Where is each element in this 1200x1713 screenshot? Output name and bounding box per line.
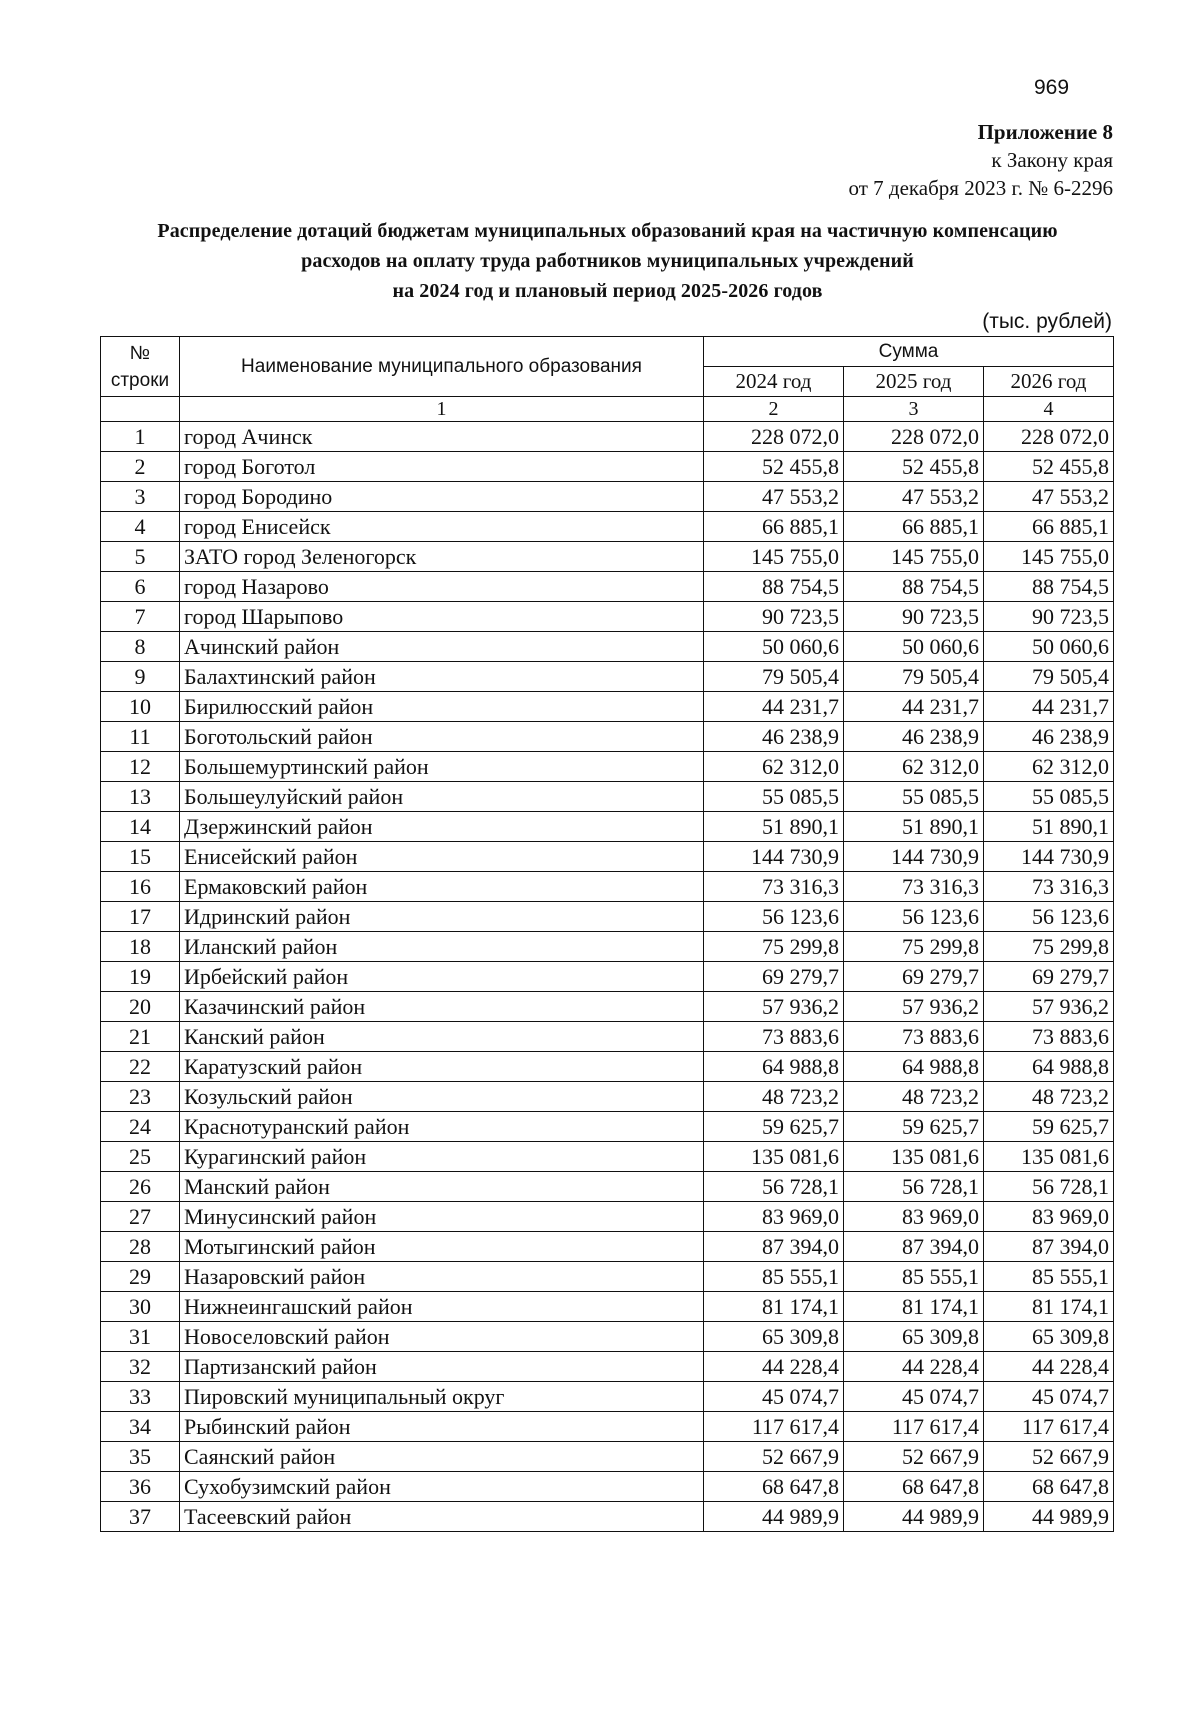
amount-2024-cell: 62 312,0 [704,752,844,782]
amount-2026-cell: 69 279,7 [984,962,1114,992]
amount-2025-cell: 47 553,2 [844,482,984,512]
amount-2025-cell: 56 123,6 [844,902,984,932]
amount-2025-cell: 69 279,7 [844,962,984,992]
amount-2025-cell: 117 617,4 [844,1412,984,1442]
municipality-name-cell: Краснотуранский район [180,1112,704,1142]
table-row [101,1292,1114,1322]
amount-2025-cell: 135 081,6 [844,1142,984,1172]
amount-2026-cell: 52 667,9 [984,1442,1114,1472]
amount-2024-cell: 48 723,2 [704,1082,844,1112]
table-row [101,782,1114,812]
amount-2025-cell: 228 072,0 [844,422,984,452]
amount-2024-cell: 79 505,4 [704,662,844,692]
municipality-name-cell: Саянский район [180,1442,704,1472]
table-row [101,902,1114,932]
table-row [101,1382,1114,1412]
row-number-cell: 24 [101,1112,180,1142]
column-number-2: 2 [704,397,844,422]
amount-2024-cell: 87 394,0 [704,1232,844,1262]
column-number-1: 1 [180,397,704,422]
municipality-name-cell: Бирилюсский район [180,692,704,722]
amount-2025-cell: 144 730,9 [844,842,984,872]
municipality-name-cell: Ачинский район [180,632,704,662]
amount-2024-cell: 73 883,6 [704,1022,844,1052]
amount-2025-cell: 64 988,8 [844,1052,984,1082]
amount-2024-cell: 85 555,1 [704,1262,844,1292]
table-row [101,1142,1114,1172]
amount-2025-cell: 50 060,6 [844,632,984,662]
amount-2024-cell: 55 085,5 [704,782,844,812]
amount-2024-cell: 83 969,0 [704,1202,844,1232]
table-row [101,1022,1114,1052]
table-row [101,1082,1114,1112]
table-row [101,692,1114,722]
municipality-name-cell: город Ачинск [180,422,704,452]
amount-2025-cell: 145 755,0 [844,542,984,572]
row-number-cell: 27 [101,1202,180,1232]
header-year-2024: 2024 год [704,367,844,397]
column-number-0 [101,397,180,422]
amount-2024-cell: 44 231,7 [704,692,844,722]
amount-2025-cell: 52 667,9 [844,1442,984,1472]
amount-2025-cell: 44 989,9 [844,1502,984,1532]
amount-2024-cell: 51 890,1 [704,812,844,842]
appendix-header [849,118,1113,202]
amount-2025-cell: 68 647,8 [844,1472,984,1502]
row-number-cell: 29 [101,1262,180,1292]
amount-2025-cell: 44 228,4 [844,1352,984,1382]
title-line-2: расходов на оплату труда работников муниципальных учреждений [301,250,914,272]
municipality-name-cell: Большемуртинский район [180,752,704,782]
municipality-name-cell: Казачинский район [180,992,704,1022]
table-row [101,1322,1114,1352]
row-number-cell: 30 [101,1292,180,1322]
document-title [100,216,1115,306]
amount-2024-cell: 57 936,2 [704,992,844,1022]
municipality-name-cell: Пировский муниципальный округ [180,1382,704,1412]
column-number-3: 3 [844,397,984,422]
row-number-cell: 3 [101,482,180,512]
amount-2024-cell: 144 730,9 [704,842,844,872]
amount-2026-cell: 145 755,0 [984,542,1114,572]
municipality-name-cell: город Бородино [180,482,704,512]
header-municipality-name: Наименование муниципального образования [180,337,704,397]
column-number-4: 4 [984,397,1114,422]
amount-2025-cell: 59 625,7 [844,1112,984,1142]
amount-2026-cell: 65 309,8 [984,1322,1114,1352]
amount-2026-cell: 47 553,2 [984,482,1114,512]
amount-2024-cell: 69 279,7 [704,962,844,992]
municipality-name-cell: Каратузский район [180,1052,704,1082]
row-number-cell: 21 [101,1022,180,1052]
amount-2025-cell: 73 316,3 [844,872,984,902]
row-number-cell: 31 [101,1322,180,1352]
amount-2024-cell: 68 647,8 [704,1472,844,1502]
amount-2025-cell: 79 505,4 [844,662,984,692]
municipality-name-cell: Балахтинский район [180,662,704,692]
header-row-number [101,337,180,397]
row-number-cell: 9 [101,662,180,692]
municipality-name-cell: Тасеевский район [180,1502,704,1532]
header-no-label: строки [110,369,170,391]
table-row [101,932,1114,962]
amount-2025-cell: 87 394,0 [844,1232,984,1262]
table-row [101,632,1114,662]
amount-2026-cell: 64 988,8 [984,1052,1114,1082]
table-row [101,842,1114,872]
municipality-name-cell: Ермаковский район [180,872,704,902]
municipality-name-cell: Партизанский район [180,1352,704,1382]
amount-2025-cell: 51 890,1 [844,812,984,842]
municipality-name-cell: Иланский район [180,932,704,962]
row-number-cell: 25 [101,1142,180,1172]
amount-2026-cell: 88 754,5 [984,572,1114,602]
row-number-cell: 32 [101,1352,180,1382]
row-number-cell: 34 [101,1412,180,1442]
row-number-cell: 28 [101,1232,180,1262]
amount-2026-cell: 45 074,7 [984,1382,1114,1412]
amount-2026-cell: 117 617,4 [984,1412,1114,1442]
amount-2024-cell: 44 228,4 [704,1352,844,1382]
amount-2024-cell: 66 885,1 [704,512,844,542]
municipality-name-cell: Минусинский район [180,1202,704,1232]
municipality-name-cell: Енисейский район [180,842,704,872]
amount-2025-cell: 90 723,5 [844,602,984,632]
row-number-cell: 37 [101,1502,180,1532]
amount-2026-cell: 79 505,4 [984,662,1114,692]
header-year-2025: 2025 год [844,367,984,397]
amount-2026-cell: 52 455,8 [984,452,1114,482]
amount-2026-cell: 56 728,1 [984,1172,1114,1202]
row-number-cell: 1 [101,422,180,452]
header-year-2026: 2026 год [984,367,1114,397]
amount-2025-cell: 55 085,5 [844,782,984,812]
municipality-name-cell: Новоселовский район [180,1322,704,1352]
municipality-name-cell: город Шарыпово [180,602,704,632]
page-number: 969 [1034,76,1070,99]
amount-2026-cell: 44 228,4 [984,1352,1114,1382]
amount-2025-cell: 56 728,1 [844,1172,984,1202]
amount-2024-cell: 135 081,6 [704,1142,844,1172]
table-row [101,1232,1114,1262]
table-row [101,1112,1114,1142]
amount-2025-cell: 73 883,6 [844,1022,984,1052]
table-row [101,662,1114,692]
row-number-cell: 36 [101,1472,180,1502]
table-row [101,1262,1114,1292]
amount-2026-cell: 59 625,7 [984,1112,1114,1142]
header-row-1 [101,337,1114,367]
amount-2024-cell: 52 455,8 [704,452,844,482]
amount-2025-cell: 81 174,1 [844,1292,984,1322]
amount-2026-cell: 46 238,9 [984,722,1114,752]
municipality-name-cell: Курагинский район [180,1142,704,1172]
row-number-cell: 19 [101,962,180,992]
amount-2025-cell: 44 231,7 [844,692,984,722]
table-row [101,452,1114,482]
amount-2025-cell: 52 455,8 [844,452,984,482]
amount-2026-cell: 81 174,1 [984,1292,1114,1322]
table-row [101,512,1114,542]
amount-2024-cell: 73 316,3 [704,872,844,902]
amount-2024-cell: 65 309,8 [704,1322,844,1352]
amount-2026-cell: 75 299,8 [984,932,1114,962]
amount-2024-cell: 56 123,6 [704,902,844,932]
table-row [101,992,1114,1022]
municipality-name-cell: Козульский район [180,1082,704,1112]
row-number-cell: 33 [101,1382,180,1412]
amount-2025-cell: 48 723,2 [844,1082,984,1112]
row-number-cell: 17 [101,902,180,932]
amount-2024-cell: 88 754,5 [704,572,844,602]
row-number-cell: 22 [101,1052,180,1082]
municipality-name-cell: ЗАТО город Зеленогорск [180,542,704,572]
units-label: (тыс. рублей) [982,310,1112,333]
title-line-3: на 2024 год и плановый период 2025-2026 годов [392,280,823,302]
amount-2024-cell: 56 728,1 [704,1172,844,1202]
row-number-cell: 6 [101,572,180,602]
amount-2025-cell: 75 299,8 [844,932,984,962]
amount-2026-cell: 68 647,8 [984,1472,1114,1502]
amount-2026-cell: 228 072,0 [984,422,1114,452]
row-number-cell: 20 [101,992,180,1022]
amount-2025-cell: 66 885,1 [844,512,984,542]
amount-2025-cell: 62 312,0 [844,752,984,782]
table-row [101,1502,1114,1532]
municipality-name-cell: город Назарово [180,572,704,602]
row-number-cell: 7 [101,602,180,632]
amount-2024-cell: 228 072,0 [704,422,844,452]
amount-2026-cell: 50 060,6 [984,632,1114,662]
amount-2026-cell: 56 123,6 [984,902,1114,932]
amount-2026-cell: 48 723,2 [984,1082,1114,1112]
amount-2026-cell: 57 936,2 [984,992,1114,1022]
amount-2026-cell: 73 883,6 [984,1022,1114,1052]
row-number-cell: 15 [101,842,180,872]
row-number-cell: 4 [101,512,180,542]
municipality-name-cell: Идринский район [180,902,704,932]
amount-2024-cell: 59 625,7 [704,1112,844,1142]
table-row [101,962,1114,992]
amount-2026-cell: 55 085,5 [984,782,1114,812]
table-row [101,1202,1114,1232]
row-number-cell: 23 [101,1082,180,1112]
amount-2024-cell: 47 553,2 [704,482,844,512]
table-row [101,1412,1114,1442]
amount-2026-cell: 66 885,1 [984,512,1114,542]
municipality-name-cell: город Боготол [180,452,704,482]
municipality-name-cell: Нижнеингашский район [180,1292,704,1322]
amount-2026-cell: 144 730,9 [984,842,1114,872]
appendix-title: Приложение 8 [977,120,1113,144]
municipality-name-cell: Назаровский район [180,1262,704,1292]
row-number-cell: 26 [101,1172,180,1202]
row-number-cell: 13 [101,782,180,812]
column-number-row [101,397,1114,422]
amount-2026-cell: 87 394,0 [984,1232,1114,1262]
table-row [101,722,1114,752]
table-row [101,752,1114,782]
table-row [101,872,1114,902]
amount-2024-cell: 81 174,1 [704,1292,844,1322]
appendix-law-reference: к Закону края [991,148,1113,172]
row-number-cell: 12 [101,752,180,782]
amount-2025-cell: 83 969,0 [844,1202,984,1232]
table-row [101,812,1114,842]
amount-2026-cell: 51 890,1 [984,812,1114,842]
header-no-symbol: № [129,342,151,364]
row-number-cell: 2 [101,452,180,482]
amount-2026-cell: 135 081,6 [984,1142,1114,1172]
municipality-name-cell: Боготольский район [180,722,704,752]
table-row [101,422,1114,452]
amount-2024-cell: 50 060,6 [704,632,844,662]
amount-2024-cell: 90 723,5 [704,602,844,632]
municipality-name-cell: Дзержинский район [180,812,704,842]
amount-2026-cell: 90 723,5 [984,602,1114,632]
municipality-name-cell: Канский район [180,1022,704,1052]
row-number-cell: 8 [101,632,180,662]
amount-2024-cell: 46 238,9 [704,722,844,752]
amount-2026-cell: 44 989,9 [984,1502,1114,1532]
amount-2024-cell: 145 755,0 [704,542,844,572]
amount-2025-cell: 88 754,5 [844,572,984,602]
amount-2024-cell: 52 667,9 [704,1442,844,1472]
amount-2025-cell: 57 936,2 [844,992,984,1022]
subsidy-table [100,336,1114,1532]
amount-2024-cell: 64 988,8 [704,1052,844,1082]
municipality-name-cell: Манский район [180,1172,704,1202]
table-row [101,1172,1114,1202]
municipality-name-cell: Ирбейский район [180,962,704,992]
amount-2025-cell: 85 555,1 [844,1262,984,1292]
amount-2024-cell: 75 299,8 [704,932,844,962]
row-number-cell: 18 [101,932,180,962]
amount-2025-cell: 45 074,7 [844,1382,984,1412]
row-number-cell: 11 [101,722,180,752]
amount-2024-cell: 45 074,7 [704,1382,844,1412]
municipality-name-cell: Мотыгинский район [180,1232,704,1262]
table-row [101,1052,1114,1082]
municipality-name-cell: Большеулуйский район [180,782,704,812]
table-row [101,602,1114,632]
table-row [101,1352,1114,1382]
row-number-cell: 16 [101,872,180,902]
table-row [101,1442,1114,1472]
table-row [101,542,1114,572]
table-row [101,1472,1114,1502]
row-number-cell: 10 [101,692,180,722]
municipality-name-cell: город Енисейск [180,512,704,542]
municipality-name-cell: Рыбинский район [180,1412,704,1442]
amount-2026-cell: 73 316,3 [984,872,1114,902]
amount-2024-cell: 44 989,9 [704,1502,844,1532]
row-number-cell: 35 [101,1442,180,1472]
amount-2026-cell: 83 969,0 [984,1202,1114,1232]
table-body [101,422,1114,1532]
amount-2024-cell: 117 617,4 [704,1412,844,1442]
title-line-1: Распределение дотаций бюджетам муниципальных образований края на частичную компенсацию [157,220,1058,242]
amount-2025-cell: 65 309,8 [844,1322,984,1352]
amount-2025-cell: 46 238,9 [844,722,984,752]
municipality-name-cell: Сухобузимский район [180,1472,704,1502]
amount-2026-cell: 62 312,0 [984,752,1114,782]
amount-2026-cell: 85 555,1 [984,1262,1114,1292]
amount-2026-cell: 44 231,7 [984,692,1114,722]
appendix-law-date: от 7 декабря 2023 г. № 6-2296 [848,176,1113,200]
table-row [101,482,1114,512]
header-sum: Сумма [704,337,1114,367]
table-row [101,572,1114,602]
row-number-cell: 14 [101,812,180,842]
row-number-cell: 5 [101,542,180,572]
